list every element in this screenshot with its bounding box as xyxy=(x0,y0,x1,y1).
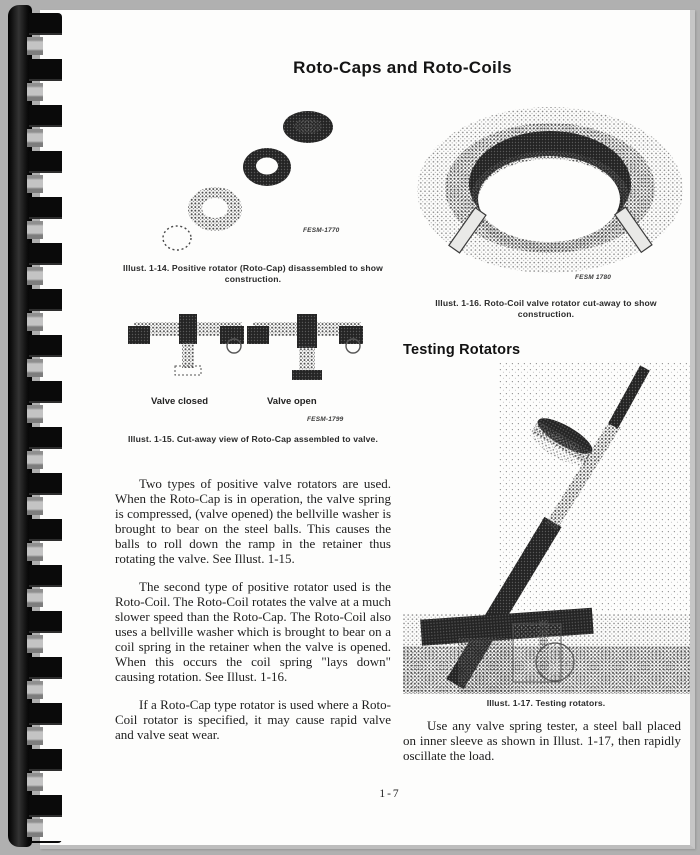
figure-roto-cap-disassembled xyxy=(115,105,391,257)
figure-roto-cap-cutaway xyxy=(115,312,391,430)
roto-cap-parts-illustration xyxy=(115,105,391,257)
paragraph-testing-procedure: Use any valve spring tester, a steel ball placed on inner sleeve as shown in Illust. 1-17, then rapidly oscillate the load. xyxy=(403,718,681,763)
figure-roto-coil-cutaway xyxy=(403,102,690,290)
valve-open-label: Valve open xyxy=(267,396,317,407)
manual-page xyxy=(40,10,695,849)
figure-id-label: FESM 1780 xyxy=(575,274,612,281)
paragraph-roto-cap: Two types of positive valve rotators are used. When the Roto-Cap is in operation, the valve spring is compressed, (valve opened) the bellville washer is brought to bear on the steel balls. This causes the balls to roll down the ramp in the retainer thus rotating the valve. See Illust. 1-15. xyxy=(115,476,391,566)
section-heading-testing-rotators: Testing Rotators xyxy=(403,342,521,358)
right-column-body-text xyxy=(403,718,681,776)
caption-illust-1-16: Illust. 1-16. Roto-Coil valve rotator cut-away to show construction. xyxy=(435,298,657,319)
spring-tester-illustration xyxy=(403,362,690,694)
left-column-body-text xyxy=(115,476,391,755)
valve-cutaway-illustration xyxy=(115,312,391,392)
caption-illust-1-14: Illust. 1-14. Positive rotator (Roto-Cap) disassembled to show construction. xyxy=(123,263,383,284)
page-number: 1-7 xyxy=(379,788,401,800)
binding-teeth xyxy=(29,13,62,843)
figure-id-label: FESM-1799 xyxy=(307,416,344,423)
right-column xyxy=(403,10,690,845)
spiral-binding xyxy=(0,0,70,855)
valve-closed-label: Valve closed xyxy=(151,396,209,407)
roto-coil-ring-illustration xyxy=(403,102,690,284)
caption-illust-1-15: Illust. 1-15. Cut-away view of Roto-Cap assembled to valve. xyxy=(127,434,379,444)
figure-id-label: FESM-1770 xyxy=(303,227,340,234)
left-column xyxy=(115,10,391,845)
paragraph-roto-coil: The second type of positive rotator used is the Roto-Coil. The Roto-Coil rotates the valve at a much slower speed than the Roto-Cap. The Roto-Coil also uses a bellville washer which is brought to bear on a coil spring in the retainer when the valve is opened. When this occurs the coil spring "lays down" causing rotation. See Illust. 1-16. xyxy=(115,579,391,684)
figure-testing-rotators xyxy=(403,362,690,696)
caption-illust-1-17: Illust. 1-17. Testing rotators. xyxy=(486,698,606,708)
page-title: Roto-Caps and Roto-Coils xyxy=(293,58,512,77)
paragraph-warning: If a Roto-Cap type rotator is used where a Roto-Coil rotator is specified, it may cause rapid valve and valve seat wear. xyxy=(115,697,391,742)
